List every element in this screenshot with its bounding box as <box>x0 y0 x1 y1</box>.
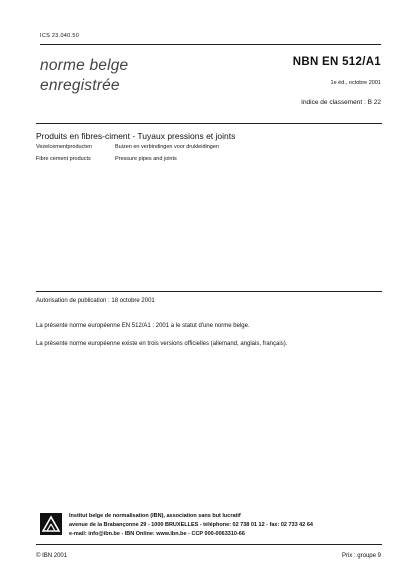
document-title: Produits en fibres-ciment - Tuyaux pressions et joints <box>36 131 236 141</box>
institute-contact: e-mail: info@ibn.be - IBN Online: www.ibn.be - CCP 000-0063310-66 <box>69 531 245 537</box>
bottom-rule <box>36 544 382 545</box>
statement-official-versions: La présente norme européenne existe en trois versions officielles (allemand, anglais, français). <box>36 341 288 347</box>
statement-belgian-status: La présente norme européenne EN 512/A1 : 2001 a le statut d'une norme belge. <box>36 323 250 329</box>
top-rule <box>40 44 381 45</box>
translation-en <box>36 156 177 162</box>
price-group: Prix : groupe 9 <box>341 553 381 559</box>
publication-authorisation: Autorisation de publication : 18 octobre 2001 <box>36 298 155 304</box>
middle-rule <box>36 291 382 292</box>
institute-name: Institut belge de normalisation (IBN), association sans but lucratif <box>69 513 241 519</box>
copyright: © IBN 2001 <box>36 553 68 559</box>
brand-line-2: enregistrée <box>40 77 120 94</box>
translation-nl <box>36 144 219 150</box>
classification-index: Indice de classement : B 22 <box>301 99 381 106</box>
translation-en-text: Pressure pipes and joints <box>115 156 177 162</box>
ibn-logo <box>40 513 62 535</box>
brand-line-1: norme belge <box>40 57 129 74</box>
translation-nl-label: Vezelcementproducten <box>36 144 92 150</box>
ics-code: ICS 23.040.50 <box>40 33 80 39</box>
title-rule <box>36 123 382 124</box>
translation-en-label: Fibre cement products <box>36 156 91 162</box>
institute-address: avenue de la Brabançonne 29 - 1000 BRUXELLES - téléphone: 02 738 01 12 - fax: 02 733 42 64 <box>69 522 313 528</box>
standard-reference: NBN EN 512/A1 <box>292 56 381 68</box>
edition-date: 1e éd., octobre 2001 <box>330 80 381 86</box>
translation-nl-text: Buizen en verbindingen voor drukleidingen <box>115 144 219 150</box>
